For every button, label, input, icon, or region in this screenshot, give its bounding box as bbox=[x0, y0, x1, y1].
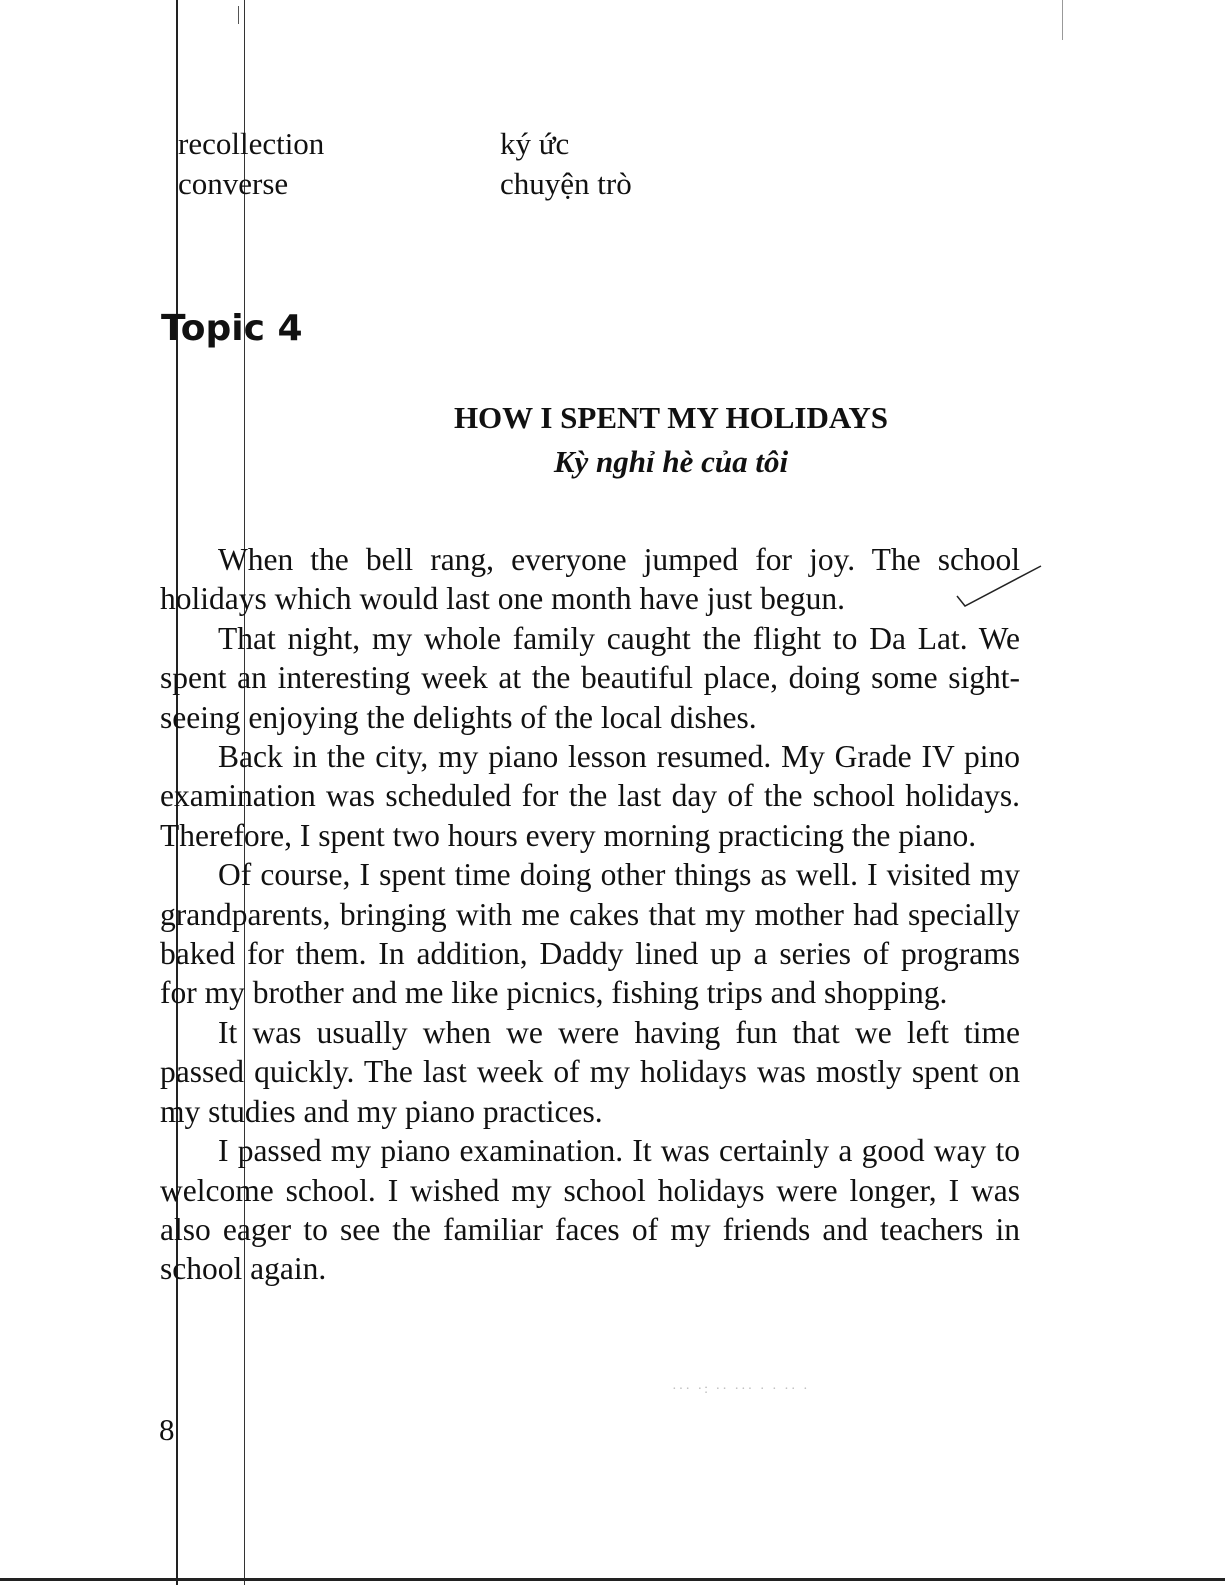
paragraph: It was usually when we were having fun that we left time passed quickly. The last week of my holidays was mostly spent on my studies and my piano practices. bbox=[160, 1014, 1020, 1129]
vocabulary-definition: ký ức bbox=[500, 126, 570, 161]
paragraph: Of course, I spent time doing other things as well. I visited my grandparents, bringing with me cakes that my mother had specially baked for them. In addition, Daddy lined up a series of programs for my brother and me like picnics, fishing trips and shopping. bbox=[160, 857, 1020, 1011]
paragraph: Back in the city, my piano lesson resumed. My Grade IV pino examination was scheduled for the last day of the school holidays. Therefore, I spent two hours every morning practicing the piano. bbox=[160, 739, 1020, 853]
bleed-through-marks: ··· ·: ·· ··· · · ·· · bbox=[672, 1382, 810, 1397]
essay-title: HOW I SPENT MY HOLIDAYS bbox=[453, 400, 889, 435]
topic-heading: Topic 4 bbox=[161, 308, 303, 349]
scan-bottom-edge bbox=[0, 1578, 1225, 1581]
page-number: 8 bbox=[159, 1412, 175, 1447]
vocabulary-definition: chuyện trò bbox=[500, 166, 632, 201]
scan-edge-mark bbox=[1062, 0, 1063, 40]
vocabulary-term: converse bbox=[178, 166, 289, 201]
essay-subtitle: Kỳ nghỉ hè của tôi bbox=[553, 444, 789, 479]
scan-tick-mark bbox=[238, 6, 239, 24]
vocabulary-term: recollection bbox=[178, 126, 325, 161]
handwritten-check-icon bbox=[955, 562, 1045, 612]
paragraph: I passed my piano examination. It was certainly a good way to welcome school. I wished my school holidays were longer, I was also eager to see the familiar faces of my friends and teachers in school again. bbox=[160, 1133, 1020, 1287]
paragraph: That night, my whole family caught the flight to Da Lat. We spent an interesting week at the beautiful place, doing some sight-seeing enjoying the delights of the local dishes. bbox=[160, 620, 1020, 735]
essay-body bbox=[160, 540, 1020, 1289]
paragraph: When the bell rang, everyone jumped for joy. The school holidays which would last one month have just begun. bbox=[160, 542, 1020, 617]
vocabulary-list bbox=[178, 124, 778, 204]
vocabulary-row bbox=[178, 164, 778, 204]
vocabulary-row bbox=[178, 124, 778, 164]
